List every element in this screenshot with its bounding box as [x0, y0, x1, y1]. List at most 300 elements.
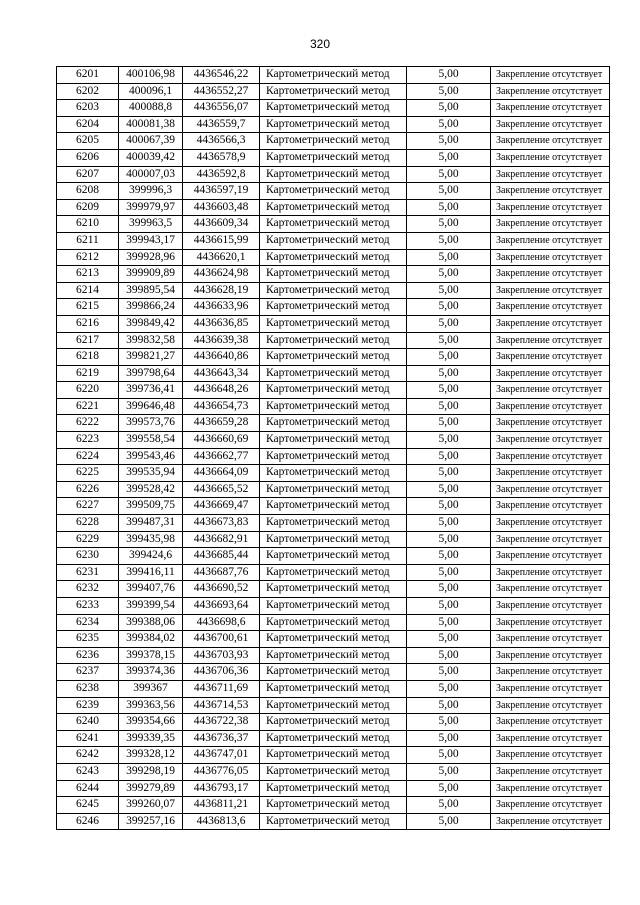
table-row	[57, 631, 610, 648]
point-number-cell: 6204	[57, 116, 119, 133]
fixation-cell: Закрепление отсутствует	[491, 664, 610, 681]
x-coordinate-cell: 399435,98	[119, 531, 183, 548]
x-coordinate-cell: 399416,11	[119, 564, 183, 581]
y-coordinate-cell: 4436736,37	[183, 730, 260, 747]
point-number-cell: 6228	[57, 515, 119, 532]
fixation-cell: Закрепление отсутствует	[491, 797, 610, 814]
method-cell: Картометрический метод	[260, 498, 407, 515]
table-row	[57, 349, 610, 366]
fixation-cell: Закрепление отсутствует	[491, 614, 610, 631]
table-row	[57, 266, 610, 283]
error-cell: 5,00	[407, 332, 491, 349]
fixation-cell: Закрепление отсутствует	[491, 216, 610, 233]
table-row	[57, 199, 610, 216]
x-coordinate-cell: 399363,56	[119, 697, 183, 714]
point-number-cell: 6224	[57, 448, 119, 465]
fixation-cell: Закрепление отсутствует	[491, 780, 610, 797]
table-row	[57, 116, 610, 133]
y-coordinate-cell: 4436639,38	[183, 332, 260, 349]
point-number-cell: 6216	[57, 315, 119, 332]
point-number-cell: 6209	[57, 199, 119, 216]
x-coordinate-cell: 399928,96	[119, 249, 183, 266]
table-row	[57, 498, 610, 515]
method-cell: Картометрический метод	[260, 465, 407, 482]
table-row	[57, 763, 610, 780]
error-cell: 5,00	[407, 349, 491, 366]
y-coordinate-cell: 4436659,28	[183, 415, 260, 432]
method-cell: Картометрический метод	[260, 282, 407, 299]
point-number-cell: 6208	[57, 183, 119, 200]
error-cell: 5,00	[407, 100, 491, 117]
method-cell: Картометрический метод	[260, 797, 407, 814]
x-coordinate-cell: 399963,5	[119, 216, 183, 233]
point-number-cell: 6234	[57, 614, 119, 631]
x-coordinate-cell: 399736,41	[119, 382, 183, 399]
x-coordinate-cell: 400096,1	[119, 83, 183, 100]
error-cell: 5,00	[407, 382, 491, 399]
point-number-cell: 6203	[57, 100, 119, 117]
point-number-cell: 6241	[57, 730, 119, 747]
point-number-cell: 6215	[57, 299, 119, 316]
error-cell: 5,00	[407, 697, 491, 714]
method-cell: Картометрический метод	[260, 149, 407, 166]
method-cell: Картометрический метод	[260, 730, 407, 747]
fixation-cell: Закрепление отсутствует	[491, 282, 610, 299]
method-cell: Картометрический метод	[260, 714, 407, 731]
method-cell: Картометрический метод	[260, 415, 407, 432]
method-cell: Картометрический метод	[260, 548, 407, 565]
y-coordinate-cell: 4436552,27	[183, 83, 260, 100]
table-row	[57, 67, 610, 84]
fixation-cell: Закрепление отсутствует	[491, 697, 610, 714]
fixation-cell: Закрепление отсутствует	[491, 481, 610, 498]
fixation-cell: Закрепление отсутствует	[491, 465, 610, 482]
x-coordinate-cell: 399399,54	[119, 598, 183, 615]
table-row	[57, 531, 610, 548]
y-coordinate-cell: 4436813,6	[183, 813, 260, 830]
fixation-cell: Закрепление отсутствует	[491, 349, 610, 366]
error-cell: 5,00	[407, 481, 491, 498]
point-number-cell: 6232	[57, 581, 119, 598]
fixation-cell: Закрепление отсутствует	[491, 581, 610, 598]
error-cell: 5,00	[407, 730, 491, 747]
y-coordinate-cell: 4436620,1	[183, 249, 260, 266]
fixation-cell: Закрепление отсутствует	[491, 149, 610, 166]
fixation-cell: Закрепление отсутствует	[491, 564, 610, 581]
y-coordinate-cell: 4436690,52	[183, 581, 260, 598]
point-number-cell: 6229	[57, 531, 119, 548]
x-coordinate-cell: 399798,64	[119, 365, 183, 382]
x-coordinate-cell: 399384,02	[119, 631, 183, 648]
x-coordinate-cell: 400088,8	[119, 100, 183, 117]
error-cell: 5,00	[407, 249, 491, 266]
x-coordinate-cell: 400081,38	[119, 116, 183, 133]
point-number-cell: 6212	[57, 249, 119, 266]
fixation-cell: Закрепление отсутствует	[491, 365, 610, 382]
table-row	[57, 664, 610, 681]
x-coordinate-cell: 400039,42	[119, 149, 183, 166]
method-cell: Картометрический метод	[260, 349, 407, 366]
fixation-cell: Закрепление отсутствует	[491, 598, 610, 615]
fixation-cell: Закрепление отсутствует	[491, 531, 610, 548]
x-coordinate-cell: 399528,42	[119, 481, 183, 498]
method-cell: Картометрический метод	[260, 780, 407, 797]
error-cell: 5,00	[407, 747, 491, 764]
fixation-cell: Закрепление отсутствует	[491, 83, 610, 100]
fixation-cell: Закрепление отсутствует	[491, 747, 610, 764]
point-number-cell: 6235	[57, 631, 119, 648]
x-coordinate-cell: 399996,3	[119, 183, 183, 200]
table-row	[57, 149, 610, 166]
x-coordinate-cell: 399979,97	[119, 199, 183, 216]
fixation-cell: Закрепление отсутствует	[491, 515, 610, 532]
x-coordinate-cell: 399832,58	[119, 332, 183, 349]
fixation-cell: Закрепление отсутствует	[491, 266, 610, 283]
fixation-cell: Закрепление отсутствует	[491, 332, 610, 349]
table-row	[57, 365, 610, 382]
point-number-cell: 6222	[57, 415, 119, 432]
y-coordinate-cell: 4436693,64	[183, 598, 260, 615]
y-coordinate-cell: 4436624,98	[183, 266, 260, 283]
y-coordinate-cell: 4436636,85	[183, 315, 260, 332]
error-cell: 5,00	[407, 365, 491, 382]
error-cell: 5,00	[407, 315, 491, 332]
table-row	[57, 548, 610, 565]
error-cell: 5,00	[407, 166, 491, 183]
fixation-cell: Закрепление отсутствует	[491, 680, 610, 697]
x-coordinate-cell: 399866,24	[119, 299, 183, 316]
y-coordinate-cell: 4436615,99	[183, 232, 260, 249]
y-coordinate-cell: 4436687,76	[183, 564, 260, 581]
error-cell: 5,00	[407, 432, 491, 449]
method-cell: Картометрический метод	[260, 581, 407, 598]
error-cell: 5,00	[407, 498, 491, 515]
error-cell: 5,00	[407, 282, 491, 299]
error-cell: 5,00	[407, 614, 491, 631]
method-cell: Картометрический метод	[260, 100, 407, 117]
y-coordinate-cell: 4436682,91	[183, 531, 260, 548]
point-number-cell: 6217	[57, 332, 119, 349]
method-cell: Картометрический метод	[260, 116, 407, 133]
method-cell: Картометрический метод	[260, 448, 407, 465]
y-coordinate-cell: 4436776,05	[183, 763, 260, 780]
point-number-cell: 6201	[57, 67, 119, 84]
error-cell: 5,00	[407, 183, 491, 200]
fixation-cell: Закрепление отсутствует	[491, 232, 610, 249]
point-number-cell: 6226	[57, 481, 119, 498]
point-number-cell: 6246	[57, 813, 119, 830]
fixation-cell: Закрепление отсутствует	[491, 714, 610, 731]
y-coordinate-cell: 4436747,01	[183, 747, 260, 764]
method-cell: Картометрический метод	[260, 83, 407, 100]
table-row	[57, 647, 610, 664]
point-number-cell: 6211	[57, 232, 119, 249]
point-number-cell: 6223	[57, 432, 119, 449]
y-coordinate-cell: 4436633,96	[183, 299, 260, 316]
method-cell: Картометрический метод	[260, 747, 407, 764]
method-cell: Картометрический метод	[260, 216, 407, 233]
table-row	[57, 797, 610, 814]
error-cell: 5,00	[407, 581, 491, 598]
table-row	[57, 780, 610, 797]
table-row	[57, 515, 610, 532]
table-row	[57, 166, 610, 183]
y-coordinate-cell: 4436711,69	[183, 680, 260, 697]
y-coordinate-cell: 4436664,09	[183, 465, 260, 482]
fixation-cell: Закрепление отсутствует	[491, 730, 610, 747]
point-number-cell: 6207	[57, 166, 119, 183]
fixation-cell: Закрепление отсутствует	[491, 116, 610, 133]
x-coordinate-cell: 399895,54	[119, 282, 183, 299]
fixation-cell: Закрепление отсутствует	[491, 382, 610, 399]
error-cell: 5,00	[407, 813, 491, 830]
method-cell: Картометрический метод	[260, 763, 407, 780]
point-number-cell: 6243	[57, 763, 119, 780]
x-coordinate-cell: 399943,17	[119, 232, 183, 249]
table-row	[57, 747, 610, 764]
x-coordinate-cell: 399378,15	[119, 647, 183, 664]
y-coordinate-cell: 4436603,48	[183, 199, 260, 216]
table-body	[57, 67, 610, 830]
fixation-cell: Закрепление отсутствует	[491, 498, 610, 515]
y-coordinate-cell: 4436706,36	[183, 664, 260, 681]
point-number-cell: 6239	[57, 697, 119, 714]
point-number-cell: 6238	[57, 680, 119, 697]
point-number-cell: 6227	[57, 498, 119, 515]
table-row	[57, 315, 610, 332]
point-number-cell: 6231	[57, 564, 119, 581]
fixation-cell: Закрепление отсутствует	[491, 647, 610, 664]
method-cell: Картометрический метод	[260, 432, 407, 449]
method-cell: Картометрический метод	[260, 813, 407, 830]
error-cell: 5,00	[407, 714, 491, 731]
error-cell: 5,00	[407, 797, 491, 814]
x-coordinate-cell: 400106,98	[119, 67, 183, 84]
method-cell: Картометрический метод	[260, 614, 407, 631]
y-coordinate-cell: 4436685,44	[183, 548, 260, 565]
method-cell: Картометрический метод	[260, 67, 407, 84]
error-cell: 5,00	[407, 564, 491, 581]
fixation-cell: Закрепление отсутствует	[491, 183, 610, 200]
y-coordinate-cell: 4436700,61	[183, 631, 260, 648]
x-coordinate-cell: 399328,12	[119, 747, 183, 764]
fixation-cell: Закрепление отсутствует	[491, 299, 610, 316]
table-row	[57, 581, 610, 598]
y-coordinate-cell: 4436703,93	[183, 647, 260, 664]
y-coordinate-cell: 4436665,52	[183, 481, 260, 498]
x-coordinate-cell: 399424,6	[119, 548, 183, 565]
x-coordinate-cell: 400067,39	[119, 133, 183, 150]
method-cell: Картометрический метод	[260, 647, 407, 664]
table-row	[57, 614, 610, 631]
method-cell: Картометрический метод	[260, 166, 407, 183]
method-cell: Картометрический метод	[260, 332, 407, 349]
x-coordinate-cell: 399849,42	[119, 315, 183, 332]
point-number-cell: 6230	[57, 548, 119, 565]
table-row	[57, 564, 610, 581]
fixation-cell: Закрепление отсутствует	[491, 199, 610, 216]
error-cell: 5,00	[407, 664, 491, 681]
fixation-cell: Закрепление отсутствует	[491, 548, 610, 565]
fixation-cell: Закрепление отсутствует	[491, 448, 610, 465]
y-coordinate-cell: 4436648,26	[183, 382, 260, 399]
x-coordinate-cell: 399543,46	[119, 448, 183, 465]
x-coordinate-cell: 400007,03	[119, 166, 183, 183]
method-cell: Картометрический метод	[260, 199, 407, 216]
y-coordinate-cell: 4436628,19	[183, 282, 260, 299]
table-row	[57, 382, 610, 399]
error-cell: 5,00	[407, 266, 491, 283]
method-cell: Картометрический метод	[260, 299, 407, 316]
point-number-cell: 6210	[57, 216, 119, 233]
y-coordinate-cell: 4436559,7	[183, 116, 260, 133]
x-coordinate-cell: 399388,06	[119, 614, 183, 631]
fixation-cell: Закрепление отсутствует	[491, 763, 610, 780]
table-row	[57, 299, 610, 316]
table-row	[57, 398, 610, 415]
table-row	[57, 680, 610, 697]
x-coordinate-cell: 399339,35	[119, 730, 183, 747]
error-cell: 5,00	[407, 299, 491, 316]
error-cell: 5,00	[407, 149, 491, 166]
y-coordinate-cell: 4436811,21	[183, 797, 260, 814]
point-number-cell: 6213	[57, 266, 119, 283]
method-cell: Картометрический метод	[260, 564, 407, 581]
method-cell: Картометрический метод	[260, 365, 407, 382]
y-coordinate-cell: 4436546,22	[183, 67, 260, 84]
y-coordinate-cell: 4436578,9	[183, 149, 260, 166]
y-coordinate-cell: 4436669,47	[183, 498, 260, 515]
y-coordinate-cell: 4436643,34	[183, 365, 260, 382]
table-row	[57, 730, 610, 747]
table-row	[57, 714, 610, 731]
x-coordinate-cell: 399374,36	[119, 664, 183, 681]
method-cell: Картометрический метод	[260, 680, 407, 697]
error-cell: 5,00	[407, 631, 491, 648]
error-cell: 5,00	[407, 465, 491, 482]
table-row	[57, 183, 610, 200]
error-cell: 5,00	[407, 67, 491, 84]
fixation-cell: Закрепление отсутствует	[491, 813, 610, 830]
method-cell: Картометрический метод	[260, 266, 407, 283]
point-number-cell: 6225	[57, 465, 119, 482]
point-number-cell: 6240	[57, 714, 119, 731]
x-coordinate-cell: 399535,94	[119, 465, 183, 482]
x-coordinate-cell: 399509,75	[119, 498, 183, 515]
error-cell: 5,00	[407, 548, 491, 565]
y-coordinate-cell: 4436556,07	[183, 100, 260, 117]
point-number-cell: 6245	[57, 797, 119, 814]
error-cell: 5,00	[407, 531, 491, 548]
x-coordinate-cell: 399646,48	[119, 398, 183, 415]
y-coordinate-cell: 4436698,6	[183, 614, 260, 631]
page-number: 320	[309, 37, 331, 51]
y-coordinate-cell: 4436609,34	[183, 216, 260, 233]
x-coordinate-cell: 399257,16	[119, 813, 183, 830]
method-cell: Картометрический метод	[260, 382, 407, 399]
point-number-cell: 6220	[57, 382, 119, 399]
method-cell: Картометрический метод	[260, 631, 407, 648]
error-cell: 5,00	[407, 448, 491, 465]
y-coordinate-cell: 4436673,83	[183, 515, 260, 532]
table-row	[57, 432, 610, 449]
x-coordinate-cell: 399407,76	[119, 581, 183, 598]
fixation-cell: Закрепление отсутствует	[491, 133, 610, 150]
method-cell: Картометрический метод	[260, 515, 407, 532]
x-coordinate-cell: 399558,54	[119, 432, 183, 449]
table-row	[57, 100, 610, 117]
fixation-cell: Закрепление отсутствует	[491, 398, 610, 415]
error-cell: 5,00	[407, 763, 491, 780]
method-cell: Картометрический метод	[260, 398, 407, 415]
fixation-cell: Закрепление отсутствует	[491, 249, 610, 266]
table-row	[57, 249, 610, 266]
error-cell: 5,00	[407, 116, 491, 133]
point-number-cell: 6242	[57, 747, 119, 764]
point-number-cell: 6219	[57, 365, 119, 382]
point-number-cell: 6218	[57, 349, 119, 366]
table-row	[57, 465, 610, 482]
point-number-cell: 6244	[57, 780, 119, 797]
y-coordinate-cell: 4436722,38	[183, 714, 260, 731]
error-cell: 5,00	[407, 598, 491, 615]
method-cell: Картометрический метод	[260, 598, 407, 615]
table-row	[57, 282, 610, 299]
point-number-cell: 6206	[57, 149, 119, 166]
table-row	[57, 813, 610, 830]
error-cell: 5,00	[407, 133, 491, 150]
x-coordinate-cell: 399909,89	[119, 266, 183, 283]
method-cell: Картометрический метод	[260, 697, 407, 714]
table-row	[57, 481, 610, 498]
fixation-cell: Закрепление отсутствует	[491, 631, 610, 648]
table-row	[57, 415, 610, 432]
error-cell: 5,00	[407, 415, 491, 432]
table-row	[57, 83, 610, 100]
error-cell: 5,00	[407, 647, 491, 664]
y-coordinate-cell: 4436640,86	[183, 349, 260, 366]
method-cell: Картометрический метод	[260, 232, 407, 249]
table-row	[57, 216, 610, 233]
method-cell: Картометрический метод	[260, 249, 407, 266]
x-coordinate-cell: 399487,31	[119, 515, 183, 532]
method-cell: Картометрический метод	[260, 315, 407, 332]
method-cell: Картометрический метод	[260, 133, 407, 150]
point-number-cell: 6214	[57, 282, 119, 299]
fixation-cell: Закрепление отсутствует	[491, 67, 610, 84]
y-coordinate-cell: 4436592,8	[183, 166, 260, 183]
fixation-cell: Закрепление отсутствует	[491, 166, 610, 183]
method-cell: Картометрический метод	[260, 183, 407, 200]
fixation-cell: Закрепление отсутствует	[491, 415, 610, 432]
method-cell: Картометрический метод	[260, 531, 407, 548]
method-cell: Картометрический метод	[260, 481, 407, 498]
error-cell: 5,00	[407, 216, 491, 233]
y-coordinate-cell: 4436566,3	[183, 133, 260, 150]
y-coordinate-cell: 4436597,19	[183, 183, 260, 200]
error-cell: 5,00	[407, 398, 491, 415]
y-coordinate-cell: 4436714,53	[183, 697, 260, 714]
x-coordinate-cell: 399367	[119, 680, 183, 697]
fixation-cell: Закрепление отсутствует	[491, 432, 610, 449]
error-cell: 5,00	[407, 232, 491, 249]
error-cell: 5,00	[407, 680, 491, 697]
point-number-cell: 6205	[57, 133, 119, 150]
point-number-cell: 6233	[57, 598, 119, 615]
table-row	[57, 448, 610, 465]
point-number-cell: 6237	[57, 664, 119, 681]
point-number-cell: 6202	[57, 83, 119, 100]
